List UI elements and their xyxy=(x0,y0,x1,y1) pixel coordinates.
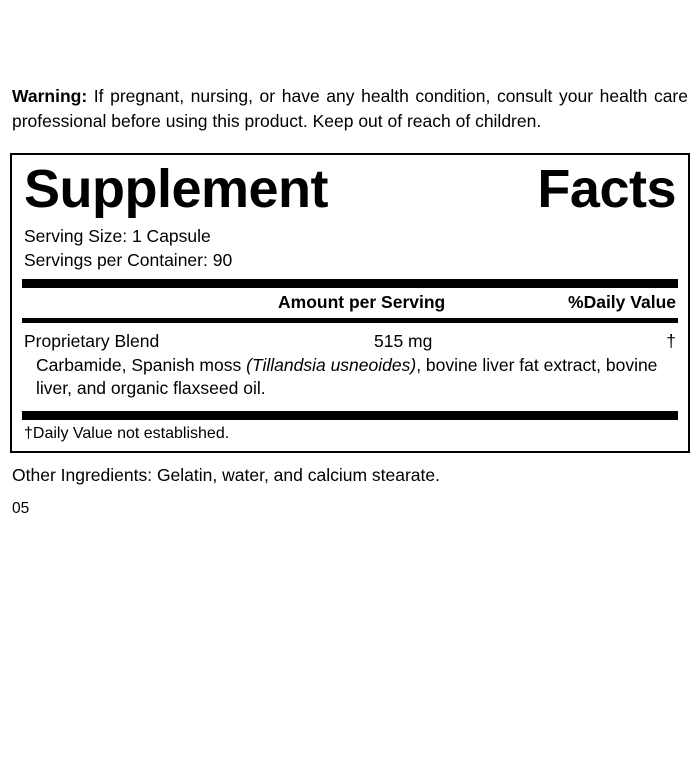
supplement-facts-title xyxy=(22,155,678,220)
warning-paragraph xyxy=(10,84,690,135)
row-name: Proprietary Blend xyxy=(24,330,160,351)
warning-text: If pregnant, nursing, or have any health condition, consult your health care professional before using this product. Keep out of reach of children. xyxy=(12,86,688,132)
serving-size: Serving Size: 1 Capsule xyxy=(24,226,211,247)
servings-per-container: Servings per Container: 90 xyxy=(24,250,233,271)
other-ingredients: Other Ingredients: Gelatin, water, and calcium stearate. xyxy=(12,464,440,485)
row-description-post: , bovine liver fat extract, bovine liver, and organic flaxseed oil. xyxy=(36,354,658,399)
warning-label: Warning: xyxy=(12,86,88,106)
supplement-facts-title-left: Supplement xyxy=(24,158,329,219)
daily-value-footnote: †Daily Value not established. xyxy=(24,424,230,442)
row-description-italic: (Tillandsia usneoides) xyxy=(246,354,417,375)
row-amount: 515 mg xyxy=(374,330,433,351)
supplement-facts-title-right: Facts xyxy=(537,158,676,219)
divider-thick-bottom xyxy=(22,411,678,420)
column-header-row xyxy=(22,288,678,318)
row-description-pre: Carbamide, Spanish moss xyxy=(36,354,247,375)
label-code: 05 xyxy=(12,499,30,517)
table-row xyxy=(22,323,678,352)
row-description xyxy=(22,352,678,409)
divider-thick-top xyxy=(22,279,678,288)
supplement-facts-panel xyxy=(10,153,690,453)
row-daily-value: † xyxy=(666,330,676,351)
column-header-daily-value: %Daily Value xyxy=(568,291,676,312)
supplement-label-page xyxy=(0,84,700,784)
serving-info xyxy=(22,219,678,276)
column-header-amount: Amount per Serving xyxy=(278,291,446,312)
